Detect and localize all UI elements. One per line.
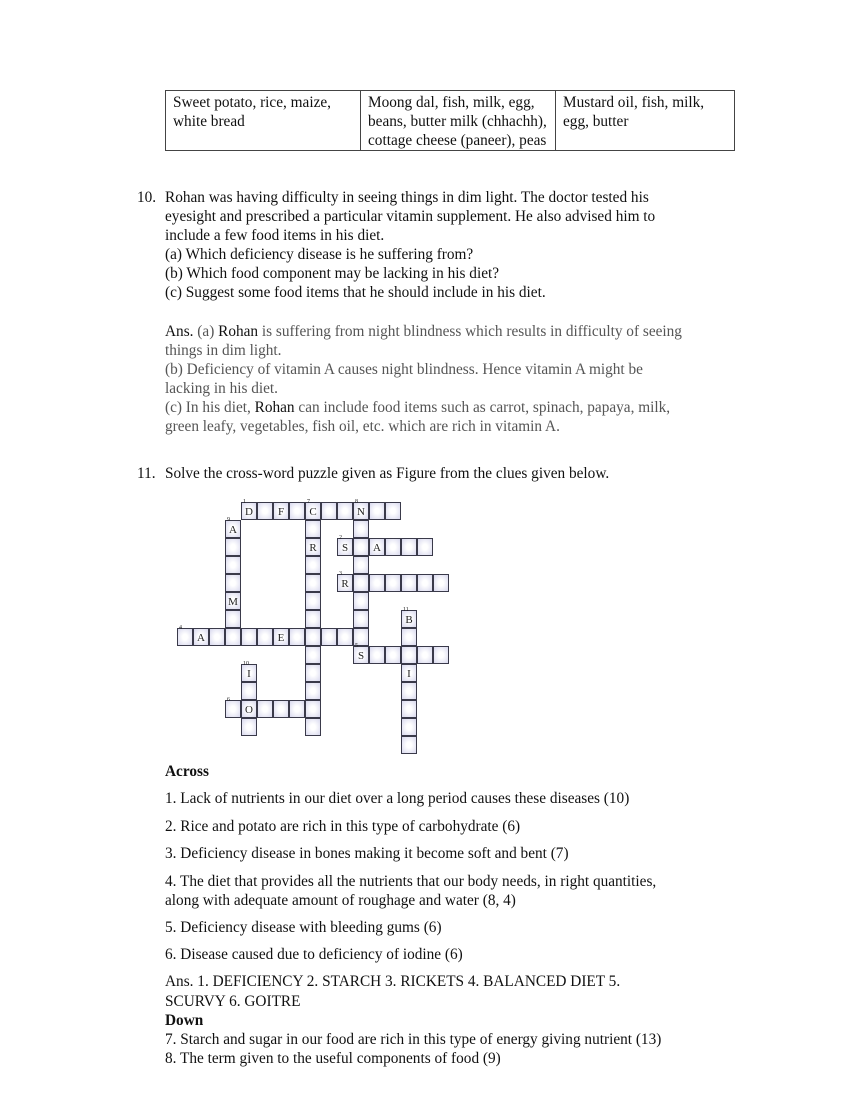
- crossword-cell: [305, 574, 321, 592]
- clue-across-6: 6. Disease caused due to deficiency of iodine (6): [165, 946, 463, 963]
- crossword-cell: [241, 499, 257, 520]
- crossword-cell: [193, 628, 209, 646]
- clue-across-4: 4. The diet that provides all the nutrients that our body needs, in right quantities,: [165, 873, 657, 890]
- cell-letter: A: [373, 542, 381, 554]
- crossword-cell: [305, 646, 321, 664]
- crossword-cell: [417, 646, 433, 664]
- crossword-cell: [241, 718, 257, 736]
- question-part: (b) Which food component may be lacking in his diet?: [165, 265, 500, 282]
- crossword-cell: [337, 571, 353, 592]
- crossword-cell: [225, 556, 241, 574]
- cell-letter: B: [405, 614, 413, 626]
- clue-number: 7: [307, 499, 310, 505]
- answer-text: is suffering from night blindness which results in difficulty of seeing: [258, 323, 682, 340]
- crossword-cell: [289, 700, 305, 718]
- clue-down-7: 7. Starch and sugar in our food are rich in this type of energy giving nutrient (13): [165, 1031, 662, 1048]
- crossword-cell: [433, 646, 449, 664]
- crossword-cell: [401, 682, 417, 700]
- clue-number: 1: [243, 499, 246, 505]
- cell-letter: S: [341, 542, 349, 554]
- clue-number: 5: [355, 643, 358, 649]
- crossword-cell: [385, 574, 401, 592]
- clue-number: 10: [243, 661, 249, 667]
- crossword-cell: [401, 628, 417, 646]
- crossword-cell: [289, 628, 305, 646]
- name: Rohan: [254, 399, 295, 416]
- answer-line: [165, 322, 682, 341]
- crossword-cell: [385, 538, 401, 556]
- clue-number: 8: [355, 499, 358, 505]
- clue-number: 2: [339, 535, 342, 541]
- crossword-cell: [369, 538, 385, 556]
- crossword-cell: [225, 610, 241, 628]
- table-cell: Sweet potato, rice, maize, white bread: [166, 91, 361, 151]
- crossword-cell: [353, 643, 369, 664]
- crossword-cell: [369, 574, 385, 592]
- crossword-cell: [305, 520, 321, 538]
- crossword-cell: [305, 700, 321, 718]
- cell-letter: N: [357, 506, 365, 518]
- crossword-cell: [369, 502, 385, 520]
- clue-number: 4: [179, 625, 182, 631]
- crossword-cell: [353, 610, 369, 628]
- cell-letter: M: [228, 596, 238, 608]
- across-answers: SCURVY 6. GOITRE: [165, 993, 301, 1010]
- answer-text: (c) In his diet,: [165, 399, 255, 416]
- clue-across-2: 2. Rice and potato are rich in this type of carbohydrate (6): [165, 818, 521, 835]
- answer-label: Ans.: [165, 323, 194, 340]
- crossword-cell: [305, 664, 321, 682]
- crossword-cell: [433, 574, 449, 592]
- crossword-cell: [401, 664, 417, 682]
- crossword-cell: [401, 700, 417, 718]
- crossword-cell: [417, 538, 433, 556]
- clue-number: 6: [227, 697, 230, 703]
- down-heading: Down: [165, 1012, 204, 1029]
- crossword-cell: [225, 517, 241, 538]
- crossword-cell: [225, 697, 241, 718]
- crossword-cell: [417, 574, 433, 592]
- answer-text: (a): [193, 323, 219, 340]
- crossword-cell: [241, 661, 257, 682]
- crossword-cell: [353, 499, 369, 520]
- crossword-cell: [401, 538, 417, 556]
- crossword-cell: [337, 628, 353, 646]
- crossword-cell: [385, 646, 401, 664]
- crossword-cell: [273, 628, 289, 646]
- crossword-cell: [241, 700, 257, 718]
- question-text: include a few food items in his diet.: [165, 227, 385, 244]
- cell-letter: O: [245, 704, 253, 716]
- crossword-cell: [305, 556, 321, 574]
- crossword-cell: [401, 646, 417, 664]
- crossword-cell: [353, 574, 369, 592]
- crossword-cell: [209, 628, 225, 646]
- crossword-cell: [401, 574, 417, 592]
- crossword-cell: [385, 502, 401, 520]
- cell-letter: C: [309, 506, 317, 518]
- crossword-cell: [353, 520, 369, 538]
- crossword-cell: [257, 628, 273, 646]
- clue-number: 9: [227, 517, 230, 523]
- name: Rohan: [218, 323, 259, 340]
- answer-line: (b) Deficiency of vitamin A causes night blindness. Hence vitamin A might be: [165, 361, 643, 378]
- table-cell: Mustard oil, fish, milk, egg, butter: [556, 91, 735, 151]
- crossword-cell: [225, 592, 241, 610]
- crossword-cell: [241, 628, 257, 646]
- crossword-cell: [305, 499, 321, 520]
- clue-number: 3: [339, 571, 342, 577]
- question-text: Solve the cross-word puzzle given as Figure from the clues given below.: [165, 465, 610, 482]
- across-heading: Across: [165, 763, 209, 780]
- crossword-cell: [257, 700, 273, 718]
- crossword-cell: [289, 502, 305, 520]
- across-answers: Ans. 1. DEFICIENCY 2. STARCH 3. RICKETS 4. BALANCED DIET 5.: [165, 973, 621, 990]
- question-number: 10.: [137, 189, 157, 206]
- answer-line: lacking in his diet.: [165, 380, 279, 397]
- cell-letter: I: [247, 668, 251, 680]
- cell-letter: E: [277, 632, 285, 644]
- clue-across-5: 5. Deficiency disease with bleeding gums (6): [165, 919, 442, 936]
- crossword-cell: [241, 682, 257, 700]
- cell-letter: A: [197, 632, 205, 644]
- cell-letter: R: [309, 542, 317, 554]
- food-items-table: [165, 90, 735, 151]
- cell-letter: I: [407, 668, 411, 680]
- crossword-cell: [337, 535, 353, 556]
- crossword-cell: [369, 646, 385, 664]
- question-part: (c) Suggest some food items that he should include in his diet.: [165, 284, 546, 301]
- crossword-cell: [305, 592, 321, 610]
- crossword-cell: [273, 502, 289, 520]
- question-part: (a) Which deficiency disease is he suffering from?: [165, 246, 474, 263]
- crossword-cell: [225, 538, 241, 556]
- crossword-cell: [177, 625, 193, 646]
- crossword-cell: [353, 556, 369, 574]
- cell-letter: F: [277, 506, 285, 518]
- clue-number: 11: [403, 607, 409, 613]
- crossword-cell: [257, 502, 273, 520]
- table-row: [166, 91, 735, 151]
- question-number: 11.: [137, 465, 156, 482]
- crossword-cell: [321, 628, 337, 646]
- crossword-cell: [353, 538, 369, 556]
- crossword-cell: [401, 607, 417, 628]
- answer-text: can include food items such as carrot, spinach, papaya, milk,: [294, 399, 671, 416]
- crossword-cell: [353, 592, 369, 610]
- cell-letter: S: [357, 650, 365, 662]
- crossword-cell: [321, 502, 337, 520]
- clue-down-8: 8. The term given to the useful components of food (9): [165, 1050, 501, 1067]
- table-cell: Moong dal, fish, milk, egg, beans, butter milk (chhachh), cottage cheese (paneer), peas: [361, 91, 556, 151]
- clue-across-1: 1. Lack of nutrients in our diet over a long period causes these diseases (10): [165, 790, 630, 807]
- crossword-cell: [225, 574, 241, 592]
- cell-letter: D: [245, 506, 253, 518]
- question-text: eyesight and prescribed a particular vitamin supplement. He also advised him to: [165, 208, 656, 225]
- crossword-cell: [401, 736, 417, 754]
- crossword-cell: [305, 718, 321, 736]
- answer-line: green leafy, vegetables, fish oil, etc. which are rich in vitamin A.: [165, 418, 560, 435]
- answer-line: things in dim light.: [165, 342, 282, 359]
- crossword-cell: [305, 538, 321, 556]
- crossword-cell: [401, 718, 417, 736]
- cell-letter: A: [229, 524, 237, 536]
- crossword-cell: [273, 700, 289, 718]
- crossword-cell: [305, 682, 321, 700]
- cell-letter: R: [341, 578, 349, 590]
- crossword-cell: [305, 610, 321, 628]
- crossword-cell: [337, 502, 353, 520]
- answer-line: [165, 398, 670, 417]
- clue-across-3: 3. Deficiency disease in bones making it become soft and bent (7): [165, 845, 569, 862]
- clue-across-4-cont: along with adequate amount of roughage and water (8, 4): [165, 892, 516, 909]
- crossword-cell: [305, 628, 321, 646]
- crossword-cell: [225, 628, 241, 646]
- question-text: Rohan was having difficulty in seeing things in dim light. The doctor tested his: [165, 189, 649, 206]
